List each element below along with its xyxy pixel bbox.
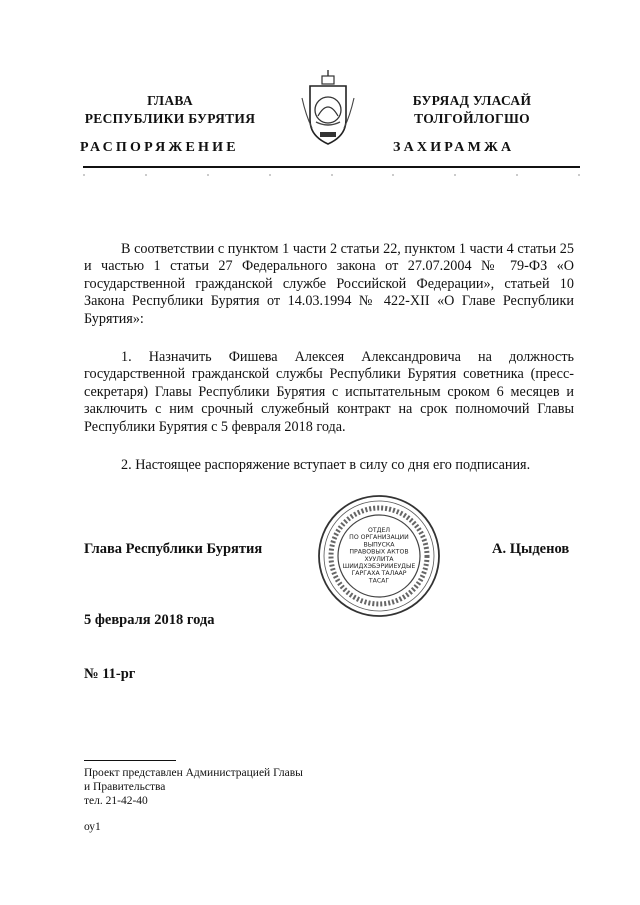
footnote-line-1: Проект представлен Администрацией Главы bbox=[84, 767, 303, 779]
seal-text-line: ТАСАГ bbox=[368, 577, 390, 585]
document-date: 5 февраля 2018 года bbox=[84, 612, 215, 628]
signature-name: А. Цыденов bbox=[492, 541, 570, 557]
header-right-line1: БУРЯАД УЛАСАЙ bbox=[412, 93, 532, 108]
header-left-block bbox=[70, 92, 270, 128]
seal-text-line: ХУУЛИТА bbox=[364, 555, 394, 563]
header-left-line1: ГЛАВА bbox=[147, 93, 193, 108]
header-dotted-line bbox=[83, 172, 580, 178]
header-divider bbox=[83, 166, 580, 168]
footnote-divider bbox=[84, 760, 176, 761]
header-right-block bbox=[372, 92, 572, 128]
round-official-seal-icon bbox=[317, 494, 441, 618]
footnote-line-2: и Правительства bbox=[84, 781, 166, 793]
coat-of-arms-icon bbox=[296, 68, 360, 148]
document-type-left: РАСПОРЯЖЕНИЕ bbox=[80, 140, 239, 155]
seal-text-line: ГАРГАХА ТАЛААР bbox=[351, 570, 407, 578]
seal-text-line: ШИИДХЭБЭРИИЕУДЫЕ bbox=[342, 563, 416, 570]
seal-text-line: ПО ОРГАНИЗАЦИИ bbox=[349, 534, 409, 542]
header-right-line2: ТОЛГОЙЛОГШО bbox=[414, 111, 530, 126]
order-item-1: 1. Назначить Фишева Алексея Александровича на должность государственной гражданской службы Республики Бурятия советника (пресс-секретаря) Главы Республики Бурятия с испытательным сроком 6 месяцев и заключить с ним срочный служебный контракт на срок полномочий Главы Республики Бурятия с 5 февраля 2018 года. bbox=[84, 349, 574, 435]
order-item-2: 2. Настоящее распоряжение вступает в силу со дня его подписания. bbox=[121, 457, 531, 473]
signature-title: Глава Республики Бурятия bbox=[84, 541, 263, 557]
internal-code: оу1 bbox=[84, 821, 101, 833]
document-number: № 11-рг bbox=[84, 666, 136, 682]
header-left-line2: РЕСПУБЛИКИ БУРЯТИЯ bbox=[84, 111, 256, 126]
footnote-line-3: тел. 21-42-40 bbox=[84, 795, 148, 807]
document-type-right: ЗАХИРАМЖА bbox=[393, 140, 515, 155]
seal-text-line: ПРАВОВЫХ АКТОВ bbox=[349, 548, 409, 556]
seal-text-line: ВЫПУСКА bbox=[363, 541, 395, 549]
preamble-paragraph: В соответствии с пунктом 1 части 2 статьи 22, пунктом 1 части 4 статьи 25 и частью 1 статьи 27 Федерального закона от 27.07.2004 № 79-ФЗ «О государственной гражданской службе Российской Федерации», статьей 10 Закона Республики Бурятия от 14.03.1994 № 422-XII «О Главе Республики Бурятия»: bbox=[84, 241, 574, 327]
seal-text-line: ОТДЕЛ bbox=[367, 527, 391, 534]
